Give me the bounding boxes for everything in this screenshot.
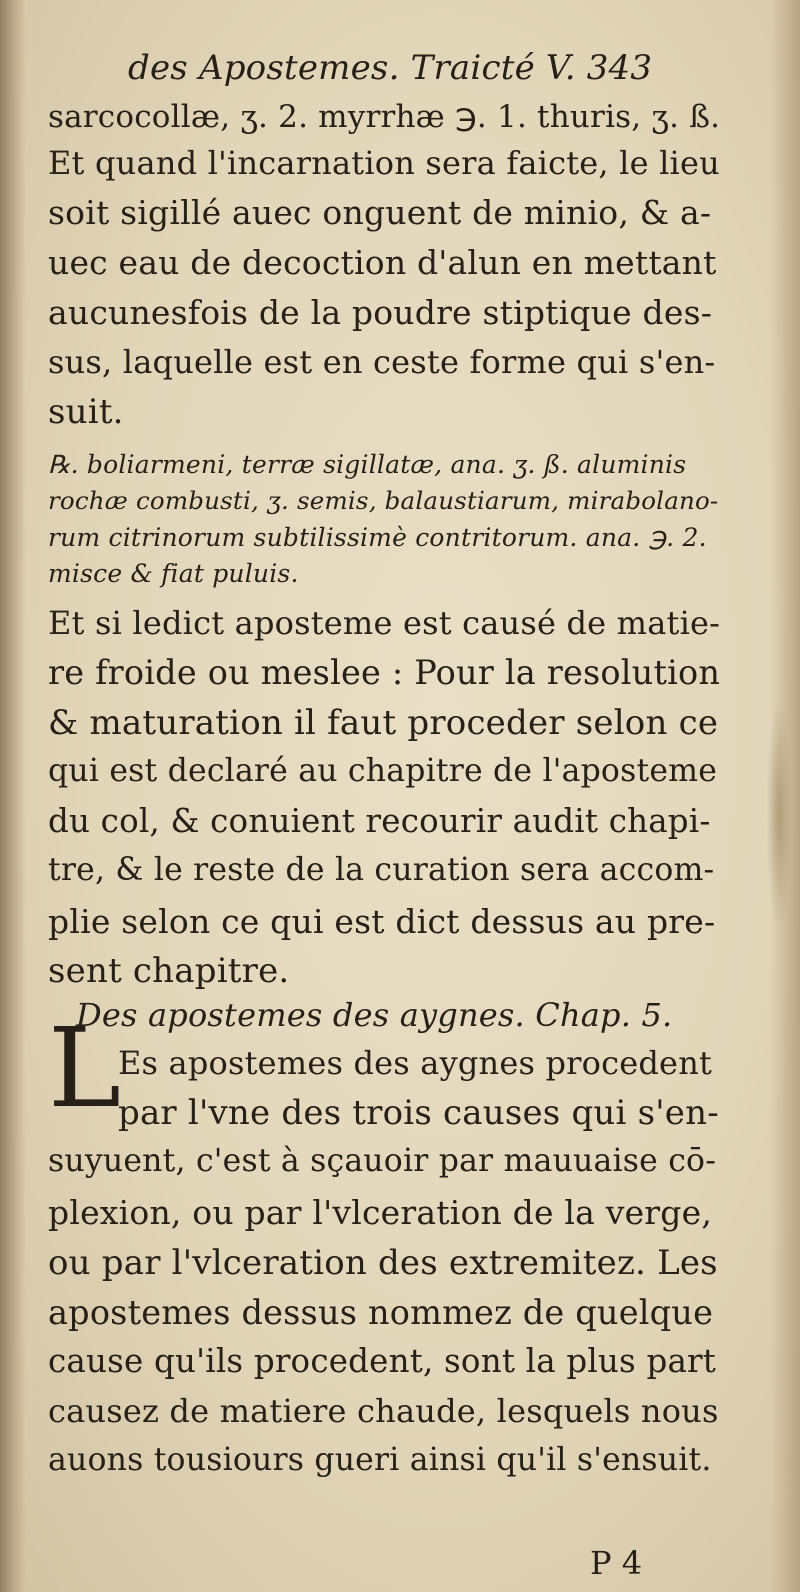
chapter-title: Des apostemes des aygnes. Chap. 5.	[76, 996, 673, 1034]
recipe-line: misce & fiat puluis.	[48, 559, 299, 588]
recipe-line: rum citrinorum subtilissimè contritorum. ana. ℈. 2.	[48, 523, 707, 552]
text-line: sent chapitre.	[48, 951, 290, 991]
text-line: Es apostemes des aygnes procedent	[118, 1044, 713, 1082]
text-line: sus, laquelle est en ceste forme qui s'en-	[48, 343, 716, 381]
text-line: re froide ou meslee : Pour la resolution	[48, 653, 721, 692]
text-line: plexion, ou par l'vlceration de la verge,	[48, 1193, 713, 1232]
text-line: par l'vne des trois causes qui s'en-	[118, 1093, 719, 1133]
binding-gutter	[0, 0, 26, 1592]
drop-cap: L	[48, 1004, 122, 1132]
text-line: qui est declaré au chapitre de l'aposteme	[48, 753, 718, 789]
text-line: du col, & conuient recourir audit chapi-	[48, 802, 711, 840]
text-line: suyuent, c'est à sçauoir par mauuaise cō-	[48, 1143, 717, 1179]
text-line: Et quand l'incarnation sera faicte, le lieu	[48, 144, 720, 182]
recipe-line: rochæ combusti, ʒ. semis, balaustiarum, mirabolano-	[48, 486, 719, 515]
recipe-line: ℞. boliarmeni, terræ sigillatæ, ana. ʒ. ß. aluminis	[48, 450, 687, 479]
text-line: soit sigillé auec onguent de minio, & a-	[48, 193, 712, 232]
text-line: sarcocollæ, ʒ. 2. myrrhæ ℈. 1. thuris, ʒ. ß.	[48, 99, 721, 135]
text-line: cause qu'ils procedent, sont la plus part	[48, 1342, 717, 1380]
signature-mark: P 4	[590, 1544, 643, 1582]
text-line: suit.	[48, 392, 124, 432]
running-header: des Apostemes. Traicté V. 343	[128, 48, 653, 88]
text-line: tre, & le reste de la curation sera accom-	[48, 852, 715, 888]
text-line: plie selon ce qui est dict dessus au pre-	[48, 902, 716, 941]
text-line: ou par l'vlceration des extremitez. Les	[48, 1243, 718, 1283]
paper-stain	[766, 700, 792, 930]
text-line: & maturation il faut proceder selon ce	[48, 703, 719, 743]
text-line: uec eau de decoction d'alun en mettant	[48, 243, 717, 282]
text-line: apostemes dessus nommez de quelque	[48, 1293, 714, 1332]
text-line: causez de matiere chaude, lesquels nous	[48, 1392, 719, 1430]
text-line: Et si ledict aposteme est causé de matie-	[48, 604, 721, 642]
text-line: aucunesfois de la poudre stiptique des-	[48, 293, 713, 332]
text-line: auons tousiours gueri ainsi qu'il s'ensuit.	[48, 1442, 712, 1478]
